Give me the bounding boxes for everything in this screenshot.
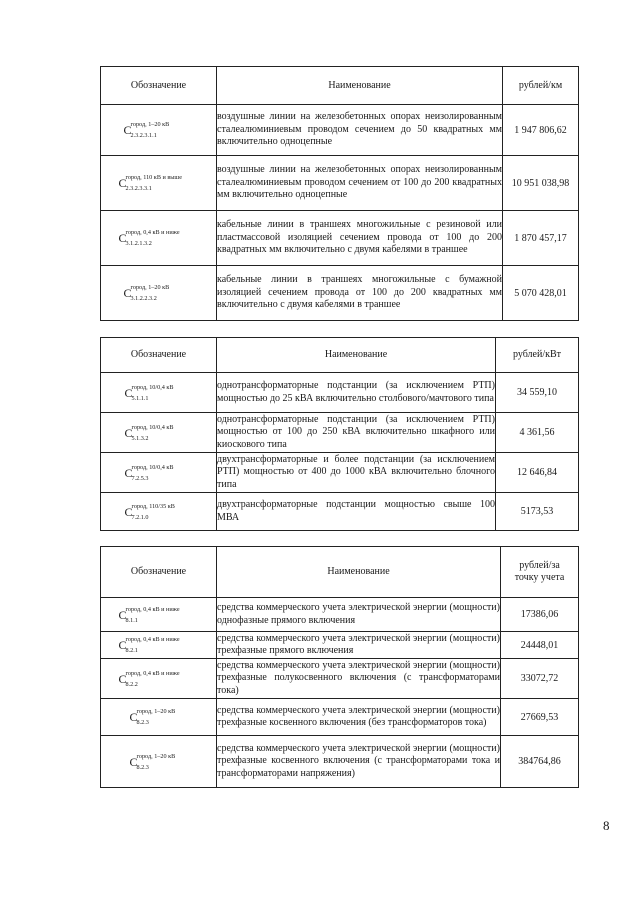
price-cell: 384764,86	[501, 736, 579, 788]
price-cell: 27669,53	[501, 699, 579, 736]
price-cell: 5173,53	[496, 493, 579, 531]
designation-symbol: С город, 1–20 кВ 8.2.3	[129, 752, 176, 771]
designation-cell	[101, 659, 217, 699]
table-row	[101, 659, 579, 699]
designation-cell	[101, 453, 217, 493]
designation-symbol: С город, 0,4 кВ и ниже 8.1.1	[118, 605, 180, 624]
description-cell: однотрансформаторные подстанции (за исключением РТП) мощностью до 25 кВА включительно столбового/мачтового типа	[217, 373, 496, 413]
header-designation: Обозначение	[101, 67, 217, 105]
designation-cell	[101, 736, 217, 788]
header-designation: Обозначение	[101, 338, 217, 373]
table-row	[101, 598, 579, 632]
price-cell: 4 361,56	[496, 413, 579, 453]
header-unit: рублей/кВт	[496, 338, 579, 373]
designation-symbol: С город, 10/0,4 кВ 7.2.5.3	[124, 463, 174, 482]
price-cell: 17386,06	[501, 598, 579, 632]
designation-cell	[101, 156, 217, 211]
description-cell: средства коммерческого учета электрической энергии (мощности) трехфазные косвенного включения (без трансформаторов тока)	[217, 699, 501, 736]
header-unit: рублей/км	[503, 67, 579, 105]
description-cell: однотрансформаторные подстанции (за исключением РТП) мощностью от 100 до 250 кВА включительно шкафного или киоскового типа	[217, 413, 496, 453]
page-number: 8	[603, 818, 610, 833]
designation-symbol: С город, 110/35 кВ 7.2.1.0	[124, 502, 175, 521]
description-cell: двухтрансформаторные подстанции мощностью свыше 100 МВА	[217, 493, 496, 531]
table-row	[101, 156, 579, 211]
header-name: Наименование	[217, 67, 503, 105]
description-cell: двухтрансформаторные и более подстанции (за исключением РТП) мощностью от 400 до 1000 кВА включительно блочного типа	[217, 453, 496, 493]
table-row	[101, 105, 579, 156]
table-metering	[100, 546, 579, 788]
designation-symbol: С город, 0,4 кВ и ниже 3.1.2.1.3.2	[118, 229, 180, 247]
table-row	[101, 699, 579, 736]
description-cell: средства коммерческого учета электрической энергии (мощности) трехфазные косвенного включения (с трансформаторами тока и трансформаторами напряжения)	[217, 736, 501, 788]
price-cell: 1 947 806,62	[503, 105, 579, 156]
designation-cell	[101, 413, 217, 453]
description-cell: средства коммерческого учета электрической энергии (мощности) трехфазные прямого включения	[217, 632, 501, 659]
designation-cell	[101, 632, 217, 659]
table-row	[101, 736, 579, 788]
table-row	[101, 632, 579, 659]
price-cell: 1 870 457,17	[503, 211, 579, 266]
description-cell: кабельные линии в траншеях многожильные с резиновой или пластмассовой изоляцией сечением провода от 100 до 200 квадратных мм включительно с двумя кабелями в траншее	[217, 211, 503, 266]
price-cell: 5 070 428,01	[503, 266, 579, 321]
table-row	[101, 413, 579, 453]
designation-cell	[101, 493, 217, 531]
designation-cell	[101, 373, 217, 413]
price-cell: 24448,01	[501, 632, 579, 659]
designation-cell	[101, 699, 217, 736]
table-row	[101, 493, 579, 531]
description-cell: воздушные линии на железобетонных опорах неизолированным сталеалюминиевым проводом сечением до 50 квадратных мм включительно одноцепные	[217, 105, 503, 156]
designation-symbol: С город, 1–20 кВ 8.2.3	[129, 708, 176, 726]
designation-symbol: С город, 10/0,4 кВ 5.1.3.2	[124, 423, 174, 442]
designation-cell	[101, 105, 217, 156]
designation-symbol: С город, 1–20 кВ 2.3.2.3.1.1	[123, 121, 170, 139]
table-row	[101, 211, 579, 266]
description-cell: средства коммерческого учета электрической энергии (мощности) однофазные прямого включения	[217, 598, 501, 632]
price-cell: 33072,72	[501, 659, 579, 699]
designation-symbol: С город, 110 кВ и выше 2.3.2.3.3.1	[118, 174, 182, 192]
designation-symbol: С город, 10/0,4 кВ 5.1.1.1	[124, 383, 174, 402]
designation-cell	[101, 598, 217, 632]
header-name: Наименование	[217, 338, 496, 373]
description-cell: кабельные линии в траншеях многожильные с бумажной изоляцией сечением провода от 100 до 200 квадратных мм включительно с двумя кабелями в траншее	[217, 266, 503, 321]
table-substations	[100, 337, 579, 531]
table-header-row	[101, 547, 579, 598]
table-header-row	[101, 338, 579, 373]
header-name: Наименование	[217, 547, 501, 598]
description-cell: средства коммерческого учета электрической энергии (мощности) трехфазные полукосвенного включения (с трансформаторами тока)	[217, 659, 501, 699]
table-row	[101, 373, 579, 413]
designation-symbol: С город, 1–20 кВ 3.1.2.2.3.2	[123, 284, 170, 302]
header-designation: Обозначение	[101, 547, 217, 598]
price-cell: 10 951 038,98	[503, 156, 579, 211]
table-row	[101, 266, 579, 321]
header-unit: рублей/за точку учета	[501, 547, 579, 598]
table-lines	[100, 66, 579, 321]
designation-cell	[101, 211, 217, 266]
designation-cell	[101, 266, 217, 321]
designation-symbol: С город, 0,4 кВ и ниже 8.2.1	[118, 636, 180, 654]
description-cell: воздушные линии на железобетонных опорах неизолированным сталеалюминиевым проводом сечением от 100 до 200 квадратных мм включительно одноцепные	[217, 156, 503, 211]
price-cell: 12 646,84	[496, 453, 579, 493]
table-header-row	[101, 67, 579, 105]
designation-symbol: С город, 0,4 кВ и ниже 8.2.2	[118, 669, 180, 688]
table-row	[101, 453, 579, 493]
price-cell: 34 559,10	[496, 373, 579, 413]
